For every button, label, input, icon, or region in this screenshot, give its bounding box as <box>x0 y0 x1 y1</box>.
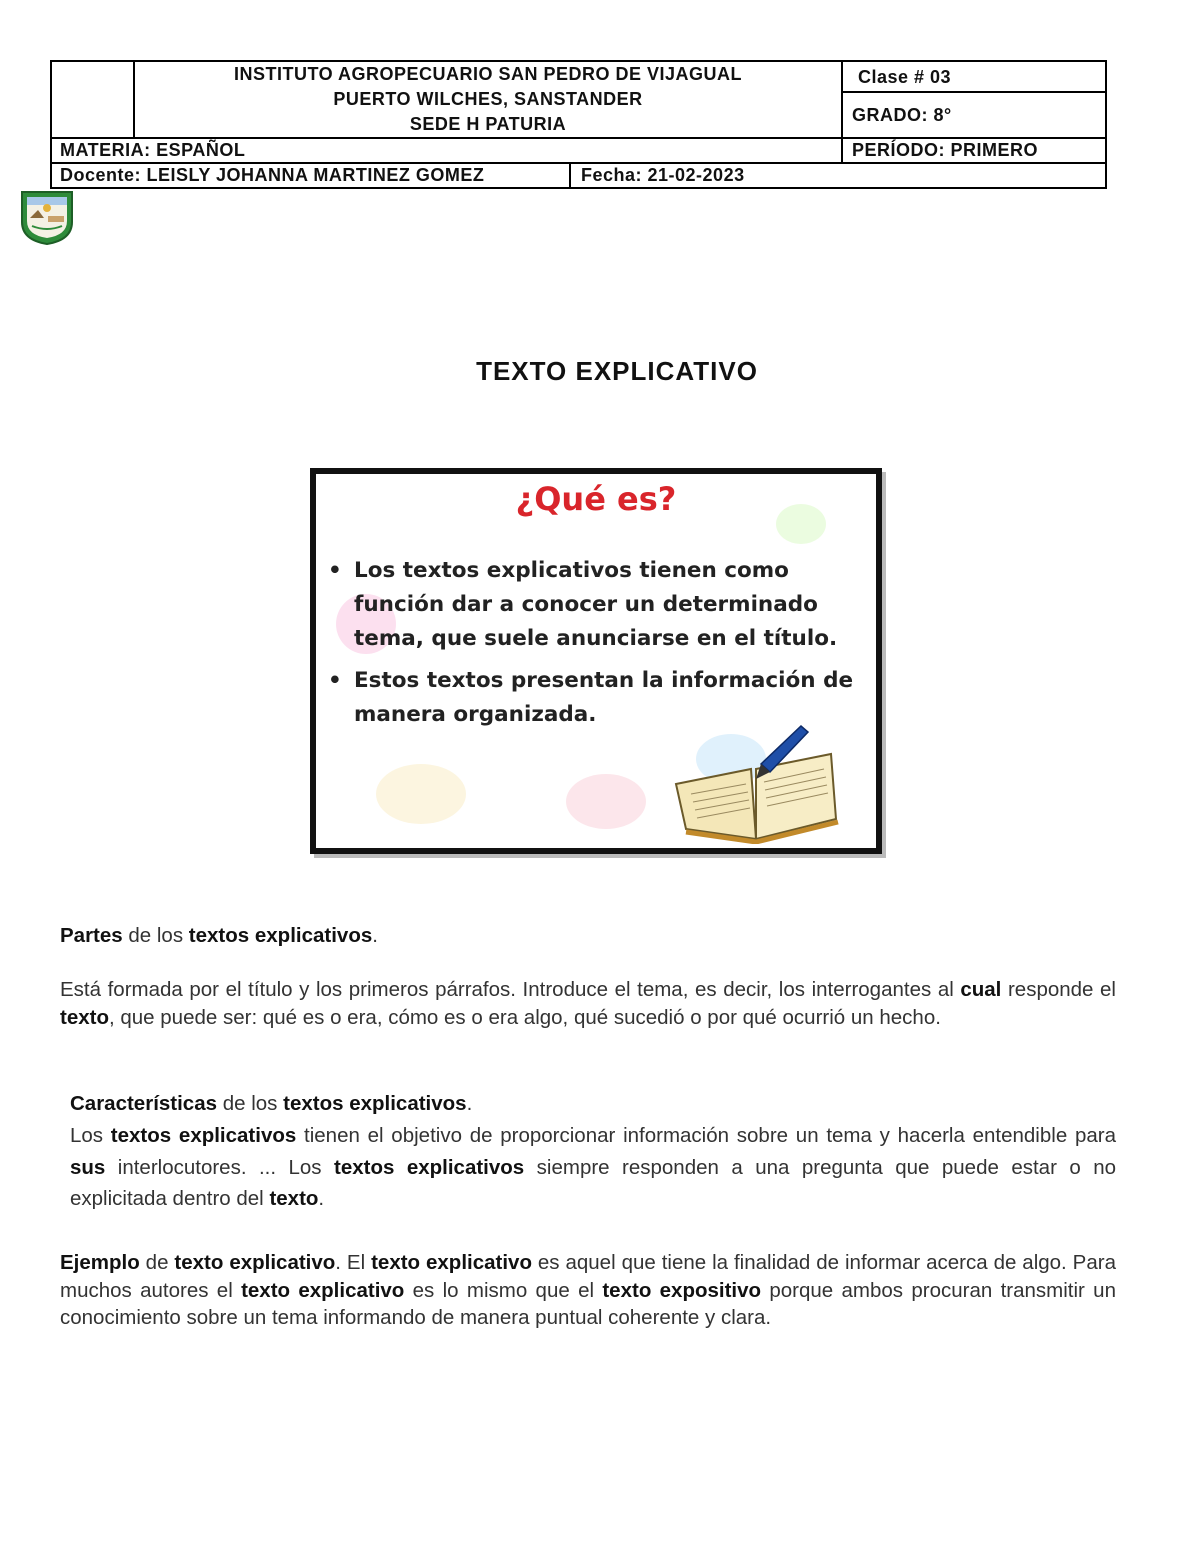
institution-name: INSTITUTO AGROPECUARIO SAN PEDRO DE VIJAGUAL <box>233 64 743 84</box>
docente-divider <box>569 162 571 189</box>
decoration-flower <box>566 774 646 829</box>
caracteristicas-paragraph: Los textos explicativos tienen el objetivo de proporcionar información sobre un tema y hacerla entendible para sus interlocutores. ... Los textos explicativos siempre responden a una pregunta que puede estar o no explicitada dentro del texto. <box>70 1124 1116 1210</box>
open-book-icon <box>666 724 846 844</box>
institution-sede: SEDE H PATURIA <box>409 114 567 134</box>
slide-bullet-list <box>328 554 882 740</box>
partes-heading: Partes de los textos explicativos. <box>60 924 378 947</box>
slide-bullet: • Estos textos presentan la información de manera organizada. <box>328 668 854 727</box>
slide-heading: ¿Qué es? <box>515 480 677 518</box>
clase-label: Clase # 03 <box>858 67 952 87</box>
slide-image <box>310 468 882 854</box>
materia-label: MATERIA: ESPAÑOL <box>60 140 246 160</box>
decoration-flower <box>376 764 466 824</box>
header-logo-cell <box>50 60 135 139</box>
caracteristicas-heading: Características de los textos explicativos. <box>70 1092 473 1115</box>
slide-bullet: • Los textos explicativos tienen como función dar a conocer un determinado tema, que suele anunciarse en el título. <box>328 558 838 651</box>
periodo-label: PERÍODO: PRIMERO <box>852 140 1039 160</box>
header-table <box>50 60 1107 188</box>
grado-label: GRADO: 8° <box>852 105 952 125</box>
institution-location: PUERTO WILCHES, SANSTANDER <box>333 89 643 109</box>
docente-label: Docente: LEISLY JOHANNA MARTINEZ GOMEZ <box>60 165 485 185</box>
ejemplo-paragraph: Ejemplo de texto explicativo. El texto explicativo es aquel que tiene la finalidad de informar acerca de algo. Para muchos autores el texto explicativo es lo mismo que el texto expositivo porque ambos procuran transmitir un conocimiento sobre un tema informando de manera puntual coherente y clara. <box>60 1251 1116 1329</box>
school-crest-icon <box>18 188 76 246</box>
partes-paragraph: Está formada por el título y los primeros párrafos. Introduce el tema, es decir, los interrogantes al cual responde el texto, que puede ser: qué es o era, cómo es o era algo, qué sucedió o por qué ocurrió un hecho. <box>60 978 1116 1029</box>
fecha-label: Fecha: 21-02-2023 <box>581 165 745 185</box>
page-title: TEXTO EXPLICATIVO <box>476 356 758 386</box>
